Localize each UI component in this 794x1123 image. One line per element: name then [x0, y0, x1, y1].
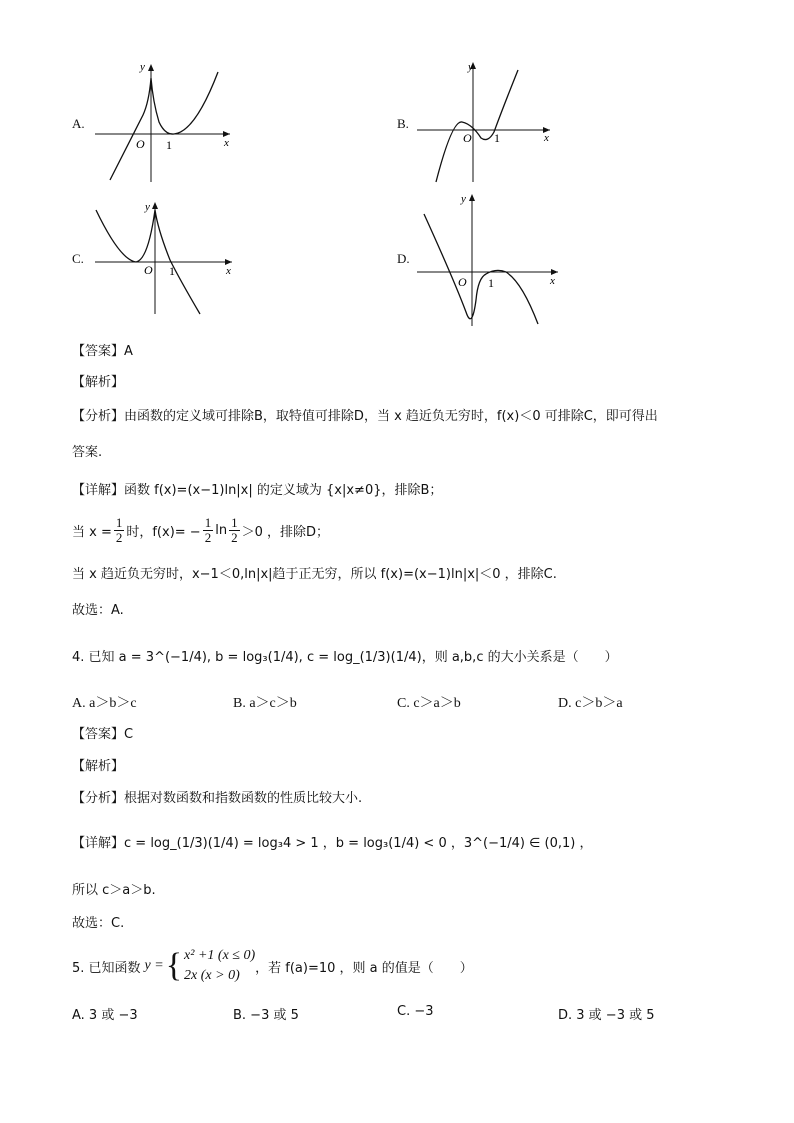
svg-text:x: x [550, 275, 555, 287]
svg-text:y: y [145, 201, 150, 213]
graph-b-label: B. [397, 116, 409, 131]
q5-brace-icon: { [165, 947, 183, 984]
svg-text:1: 1 [169, 264, 175, 278]
line2-post: 时，f(x)= − [126, 524, 201, 540]
q4-option-a[interactable]: A. a＞b＞c [72, 696, 137, 711]
q5-stem [72, 942, 473, 990]
fenxi-tag: 【分析】 [72, 409, 125, 424]
graph-c-label: C. [72, 251, 84, 266]
q4-fenxi [72, 787, 362, 806]
q5-option-c[interactable]: C. −3 [397, 1004, 434, 1019]
q3-conclusion: 故选：A. [72, 603, 124, 618]
graph-b [414, 58, 564, 186]
q4-fenxi-text: 根据对数函数和指数函数的性质比较大小. [124, 791, 363, 806]
q4-option-b[interactable]: B. a＞c＞b [233, 696, 297, 711]
graph-a-y: y [140, 61, 145, 73]
line2-tail: ＞0 ，排除D； [241, 524, 329, 540]
q4-answer: 【答案】C [72, 727, 134, 742]
xiangjie-tag: 【详解】 [72, 483, 125, 498]
q3-fenxi [72, 405, 658, 424]
q5-piece1: x² +1 (x ≤ 0) [184, 948, 256, 963]
graph-a-label: A. [72, 116, 85, 131]
q4-so: 所以 c＞a＞b. [72, 883, 156, 898]
graph-d-label: D. [397, 251, 410, 266]
q4-fenxi-tag: 【分析】 [72, 791, 125, 806]
q5-piecewise [184, 946, 255, 986]
q4-analysis-tag: 【解析】 [72, 759, 125, 774]
graph-a [90, 60, 240, 186]
q3-detail-line1 [72, 479, 442, 498]
graph-a-one: 1 [166, 138, 172, 152]
q5-stem-post: ，若 f(a)=10 ，则 a 的值是（ ） [255, 960, 473, 976]
frac-half-3: $\frac{1}{2}$ [231, 514, 238, 545]
q3-analysis-tag: 【解析】 [72, 375, 125, 390]
q5-option-a[interactable]: A. 3 或 −3 [72, 1008, 138, 1023]
q5-option-d[interactable]: D. 3 或 −3 或 5 [558, 1008, 655, 1023]
svg-text:O: O [144, 263, 153, 277]
svg-text:1: 1 [488, 276, 494, 290]
fenxi-text: 由函数的定义域可排除B，取特值可排除D，当 x 趋近负无穷时，f(x)＜0 可排除C，即可得出 [124, 409, 658, 424]
q4-option-c[interactable]: C. c＞a＞b [397, 696, 461, 711]
q4-xiangjie-tag: 【详解】 [72, 836, 125, 851]
svg-text:1: 1 [494, 131, 500, 145]
q4-detail [72, 832, 593, 851]
q5-stem-pre: 5. 已知函数 [72, 960, 141, 976]
detail-line1-text: 函数 f(x)=(x−1)ln|x| 的定义域为 {x|x≠0}，排除B； [124, 483, 443, 498]
svg-text:y: y [461, 193, 466, 205]
svg-text:y: y [468, 61, 473, 73]
q4-conclusion: 故选：C. [72, 916, 125, 931]
svg-text:O: O [458, 275, 467, 289]
svg-text:x: x [226, 265, 231, 277]
q5-y-equals: y = [144, 958, 164, 973]
line2-pre: 当 x = [72, 524, 112, 540]
q4-detail-text: c = log_(1/3)(1/4) = log₃4 > 1 ，b = log₃(1/4) < 0 ，3^(−1/4) ∈ (0,1) ， [124, 836, 593, 851]
q3-detail-line2 [72, 512, 329, 548]
graph-a-x: x [224, 137, 229, 149]
q3-detail-line3: 当 x 趋近负无穷时，x−1＜0,ln|x|趋于正无穷，所以 f(x)=(x−1)ln|x|＜0 ，排除C. [72, 567, 557, 582]
frac-half-2: $\frac{1}{2}$ [204, 514, 212, 545]
q4-stem: 4. 已知 a = 3^(−1/4), b = log₃(1/4), c = log_(1/3)(1/4)，则 a,b,c 的大小关系是（ ） [72, 650, 618, 665]
q3-answer: 【答案】A [72, 344, 133, 359]
svg-text:O: O [463, 131, 472, 145]
frac-half-1: $\frac{1}{2}$ [115, 514, 123, 545]
q5-piece2: 2x (x > 0) [184, 968, 240, 983]
q4-option-d[interactable]: D. c＞b＞a [558, 696, 623, 711]
line2-ln: ln [215, 522, 228, 538]
graph-d [414, 190, 564, 330]
graph-c [90, 198, 240, 320]
svg-text:x: x [544, 132, 549, 144]
q5-option-b[interactable]: B. −3 或 5 [233, 1008, 299, 1023]
graph-a-o: O [136, 137, 145, 151]
q3-fenxi-cont: 答案. [72, 445, 103, 460]
